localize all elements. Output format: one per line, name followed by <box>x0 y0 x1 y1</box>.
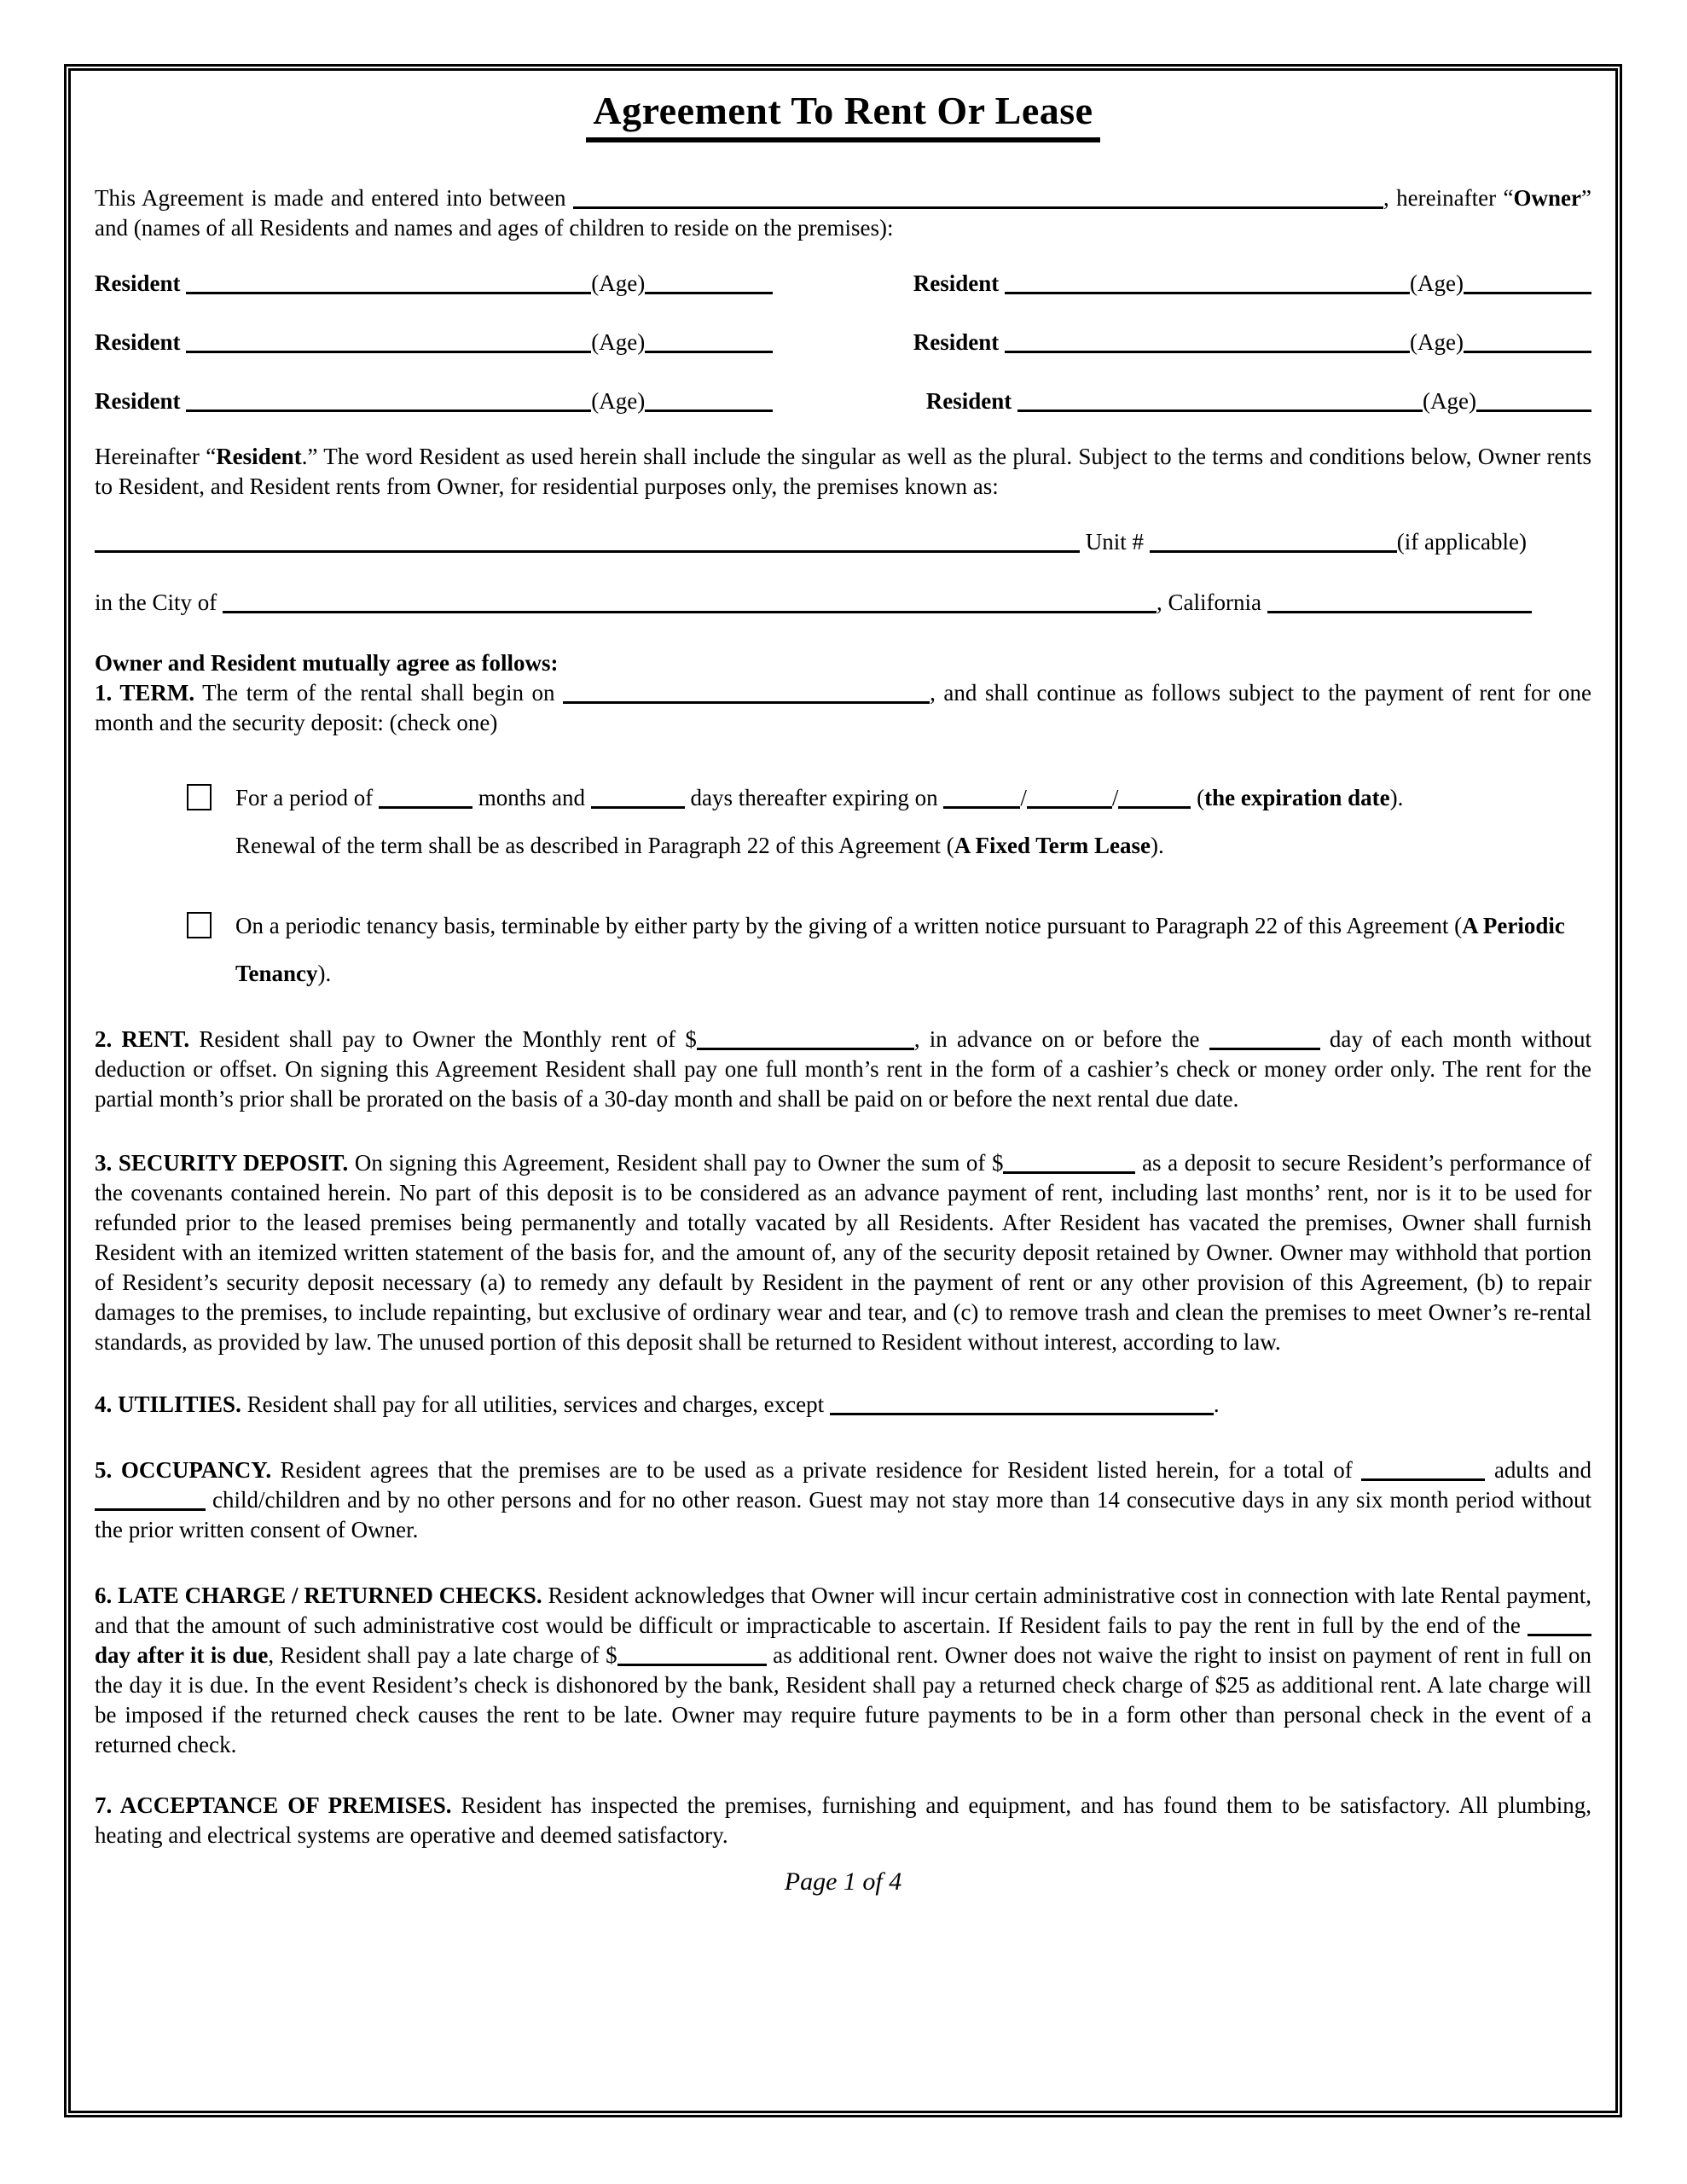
page-number: Page 1 of 4 <box>784 1867 902 1896</box>
text-run: . <box>1213 1391 1220 1417</box>
resident-name-blank <box>1005 292 1410 294</box>
text-run: On signing this Agreement, Resident shall pay to Owner the sum of $ <box>348 1150 1004 1176</box>
blank-line <box>1027 806 1112 809</box>
blank-line <box>95 1508 206 1511</box>
text-run: Unit # <box>1080 529 1150 555</box>
fixed-term-checkbox[interactable] <box>187 784 212 810</box>
blank-line <box>223 611 1157 613</box>
text-run: 4. UTILITIES. <box>95 1391 241 1417</box>
text-run: A Periodic Tenancy <box>235 913 1565 986</box>
text-run: 3. SECURITY DEPOSIT. <box>95 1150 349 1176</box>
blank-line <box>563 701 930 704</box>
blank-line <box>1528 1634 1591 1636</box>
resident-field-3 <box>95 328 773 357</box>
resident-field-5 <box>95 386 773 416</box>
blank-line <box>379 806 472 809</box>
text-run: Renewal of the term shall be as described in Paragraph 22 of this Agreement ( <box>235 833 954 858</box>
section-rent <box>95 1025 1591 1114</box>
text-run: 7. ACCEPTANCE OF PREMISES. <box>95 1792 452 1818</box>
resident-field-4 <box>913 328 1591 357</box>
resident-row-2 <box>95 328 1591 357</box>
resident-label: Resident <box>95 270 187 296</box>
text-run: 5. OCCUPANCY. <box>95 1457 272 1483</box>
resident-age-blank <box>645 292 773 294</box>
text-run: / <box>1111 785 1119 810</box>
resident-field-6 <box>926 386 1591 416</box>
blank-line <box>1150 550 1397 553</box>
text-run: as a deposit to secure Resident’s performance of the covenants contained herein. No part of this deposit is to be considered as an advance payment of rent, including last months’ rent, nor is it to be used for refunded prior to the leased premises being permanently and totally vacated by all Residents. After Resident has vacated the premises, Owner shall furnish Resident with an itemized written statement of the basis for, and the amount of, any of the security deposit retained by Owner. Owner may withhold that portion of Resident’s security deposit necessary (a) to remedy any default by Resident in the payment of rent or any other provision of this Agreement, (b) to repair damages to the premises, to include repainting, but exclusive of ordinary wear and tear, and (c) to remove trash and clean the premises to meet Owner’s re-rental standards, as provided by law. The unused portion of this deposit shall be returned to Resident without interest, according to law. <box>95 1150 1591 1355</box>
hereinafter-paragraph <box>95 442 1591 502</box>
text-run: 6. LATE CHARGE / RETURNED CHECKS. <box>95 1583 542 1608</box>
text-run: , hereinafter “ <box>1383 185 1514 211</box>
resident-name-blank <box>1017 410 1423 412</box>
text-run: , California <box>1157 590 1267 615</box>
blank-line <box>1267 611 1532 613</box>
periodic-tenancy-checkbox[interactable] <box>187 912 212 938</box>
resident-row-1 <box>95 269 1591 299</box>
text-run: ” and (names of all Residents and names and ages of children to reside on the premises): <box>95 185 1591 241</box>
section-utilities <box>95 1390 1591 1420</box>
resident-name-blank <box>186 410 591 412</box>
resident-age-blank <box>1464 292 1591 294</box>
text-run: ). <box>1151 833 1164 858</box>
text-run: Resident agrees that the premises are to be used as a private residence for Resident listed herein, for a total of <box>271 1457 1362 1483</box>
resident-field-2 <box>913 269 1591 299</box>
text-run: Resident has inspected the premises, furnishing and equipment, and has found them to be satisfactory. All plumbing, heating and electrical systems are operative and deemed satisfactory. <box>95 1792 1591 1848</box>
intro-paragraph <box>95 183 1591 243</box>
text-run: the expiration date <box>1204 785 1390 810</box>
text-run: For a period of <box>235 785 379 810</box>
age-label: (Age) <box>1410 329 1464 355</box>
section-occupancy <box>95 1455 1591 1545</box>
resident-row-3 <box>95 386 1591 416</box>
text-run: day of each month without deduction or offset. On signing this Agreement Resident shall pay one full month’s rent in the form of a cashier’s check or money order only. The rent for the partial month’s prior shall be prorated on the basis of a 30-day month and shall be paid on or before the next rental due date. <box>95 1026 1591 1112</box>
text-run: as additional rent. Owner does not waive the right to insist on payment of rent in full on the day it is due. In the event Resident’s check is dishonored by the bank, Resident shall pay a returned check charge of $25 as additional rent. A late charge will be imposed if the returned check causes the rent to be late. Owner may require future payments to be in a form other than personal check in the event of a returned check. <box>95 1642 1592 1757</box>
resident-age-blank <box>1476 410 1591 412</box>
text-run: Hereinafter “ <box>95 444 217 469</box>
text-run: On a periodic tenancy basis, terminable by either party by the giving of a written notice pursuant to Paragraph 22 of this Agreement ( <box>235 913 1463 938</box>
text-run: Resident shall pay to Owner the Monthly rent of $ <box>189 1026 697 1052</box>
text-run: ). <box>317 961 332 986</box>
blank-line <box>591 806 685 809</box>
title-block <box>95 88 1591 142</box>
age-label: (Age) <box>1410 270 1464 296</box>
resident-label: Resident <box>913 270 1006 296</box>
age-label: (Age) <box>591 388 646 414</box>
resident-label: Resident <box>95 329 187 355</box>
resident-name-blank <box>186 292 591 294</box>
document-title: Agreement To Rent Or Lease <box>586 88 1099 142</box>
resident-age-blank <box>645 410 773 412</box>
fixed-term-text <box>235 774 1591 869</box>
text-run: Resident shall pay for all utilities, services and charges, except <box>241 1391 830 1417</box>
blank-line <box>617 1664 767 1666</box>
text-run: , and shall continue as follows subject to the payment of rent for one month and the security deposit: (check one) <box>95 680 1592 735</box>
text-run: ( <box>1191 785 1205 810</box>
text-run: Resident <box>216 444 302 469</box>
text-run: / <box>1020 785 1027 810</box>
text-run: The term of the rental shall begin on <box>194 680 564 706</box>
text-run: months and <box>472 785 591 810</box>
blank-line <box>943 806 1020 809</box>
resident-label: Resident <box>95 388 187 414</box>
resident-age-blank <box>1464 351 1591 353</box>
section-security-deposit <box>95 1148 1591 1357</box>
blank-line <box>1118 806 1191 809</box>
text-run: (if applicable) <box>1396 529 1527 555</box>
blank-line <box>573 206 1383 209</box>
resident-name-blank <box>186 351 591 353</box>
section-acceptance <box>95 1791 1591 1850</box>
blank-line <box>1209 1048 1320 1050</box>
blank-line <box>830 1413 1214 1415</box>
text-run: 1. TERM. <box>95 680 195 706</box>
blank-line <box>1003 1171 1135 1174</box>
resident-name-blank <box>1005 351 1410 353</box>
periodic-tenancy-option <box>187 902 1591 997</box>
text-run: in the City of <box>95 590 223 615</box>
resident-age-blank <box>645 351 773 353</box>
text-run: ). <box>1389 785 1404 810</box>
premises-address-line <box>95 527 1591 557</box>
text-run: Resident acknowledges that Owner will incur certain administrative cost in connection with late Rental payment, and that the amount of such administrative cost would be difficult or impracticable to ascertain. If Resident fails to pay the rent in full by the end of the <box>95 1583 1591 1638</box>
age-label: (Age) <box>591 329 646 355</box>
age-label: (Age) <box>1423 388 1476 414</box>
resident-field-1 <box>95 269 773 299</box>
periodic-tenancy-text <box>235 902 1591 997</box>
agree-heading: Owner and Resident mutually agree as follows: <box>95 650 559 676</box>
age-label: (Age) <box>591 270 646 296</box>
text-run: days thereafter expiring on <box>684 785 944 810</box>
text-run: This Agreement is made and entered into between <box>95 185 573 211</box>
text-run: adults and <box>1485 1457 1591 1483</box>
text-run: 2. RENT. <box>95 1026 190 1052</box>
text-run: A Fixed Term Lease <box>954 833 1151 858</box>
blank-line <box>95 550 1080 553</box>
section-late-charge <box>95 1581 1591 1760</box>
resident-label: Resident <box>913 329 1006 355</box>
resident-label: Resident <box>925 388 1018 414</box>
page-border-frame <box>64 64 1622 2117</box>
blank-line <box>1361 1478 1485 1481</box>
text-run: , Resident shall pay a late charge of $ <box>268 1642 617 1668</box>
text-run: day after it is due <box>95 1642 269 1668</box>
text-run: Owner <box>1513 185 1582 211</box>
city-state-line <box>95 588 1591 618</box>
section-term <box>95 678 1591 738</box>
text-run: child/children and by no other persons and for no other reason. Guest may not stay more than 14 consecutive days in any six month period without the prior written consent of Owner. <box>95 1487 1591 1542</box>
text-run: .” The word Resident as used herein shall include the singular as well as the plural. Subject to the terms and conditions below, Owner rents to Resident, and Resident rents from Owner, for residential purposes only, the premises known as: <box>95 444 1591 499</box>
blank-line <box>697 1048 914 1050</box>
fixed-term-option <box>187 774 1591 869</box>
text-run: , in advance on or before the <box>913 1026 1209 1052</box>
